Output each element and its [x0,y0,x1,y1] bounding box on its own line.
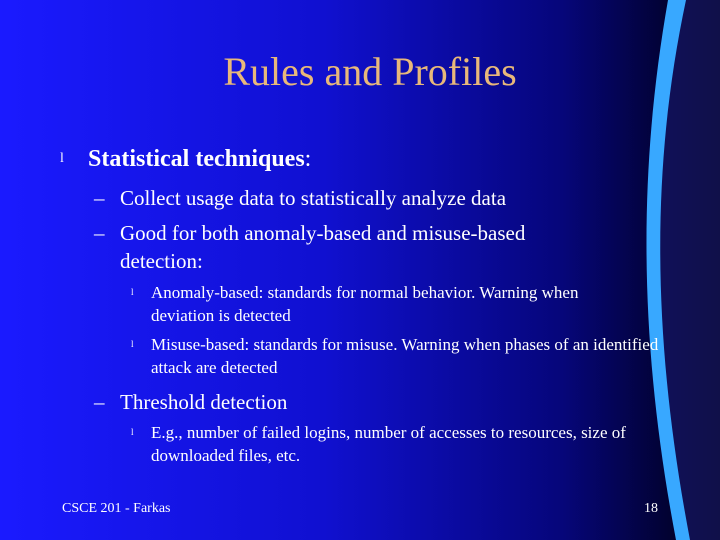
sub-bullet-1-text: Collect usage data to statistically analyze data [120,186,507,210]
main-bullet-text [88,146,311,173]
slide-number: 18 [644,501,658,516]
slide-title: Rules and Profiles [223,49,517,94]
main-bullet-suffix: : [304,146,312,172]
detection-item-2 [131,333,661,379]
bullet-icon: l [60,151,64,166]
sub-bullet-2 [94,219,600,275]
main-bullet-bold: Statistical techniques [88,146,305,172]
detection-item-2-text: Misuse-based: standards for misuse. Warning when phases of an identified attack are detected [151,335,659,377]
threshold-item-1 [131,421,661,467]
detection-item-1-text: Anomaly-based: standards for normal behavior. Warning when deviation is detected [151,283,579,325]
threshold-bullet [94,388,288,416]
dot-bullet-icon: l [131,427,134,437]
sub-bullet-2-text: Good for both anomaly-based and misuse-based detection: [120,221,526,273]
dash-icon: – [94,390,105,414]
dash-icon: – [94,186,105,210]
dot-bullet-icon: l [131,339,134,349]
threshold-item-1-text: E.g., number of failed logins, number of accesses to resources, size of downloaded files, etc. [151,423,626,465]
dot-bullet-icon: l [131,287,134,297]
threshold-bullet-text: Threshold detection [120,390,288,414]
dash-icon: – [94,221,105,245]
detection-item-1 [131,281,631,327]
footer-left: CSCE 201 - Farkas [62,501,171,516]
sub-bullet-1 [94,184,507,212]
